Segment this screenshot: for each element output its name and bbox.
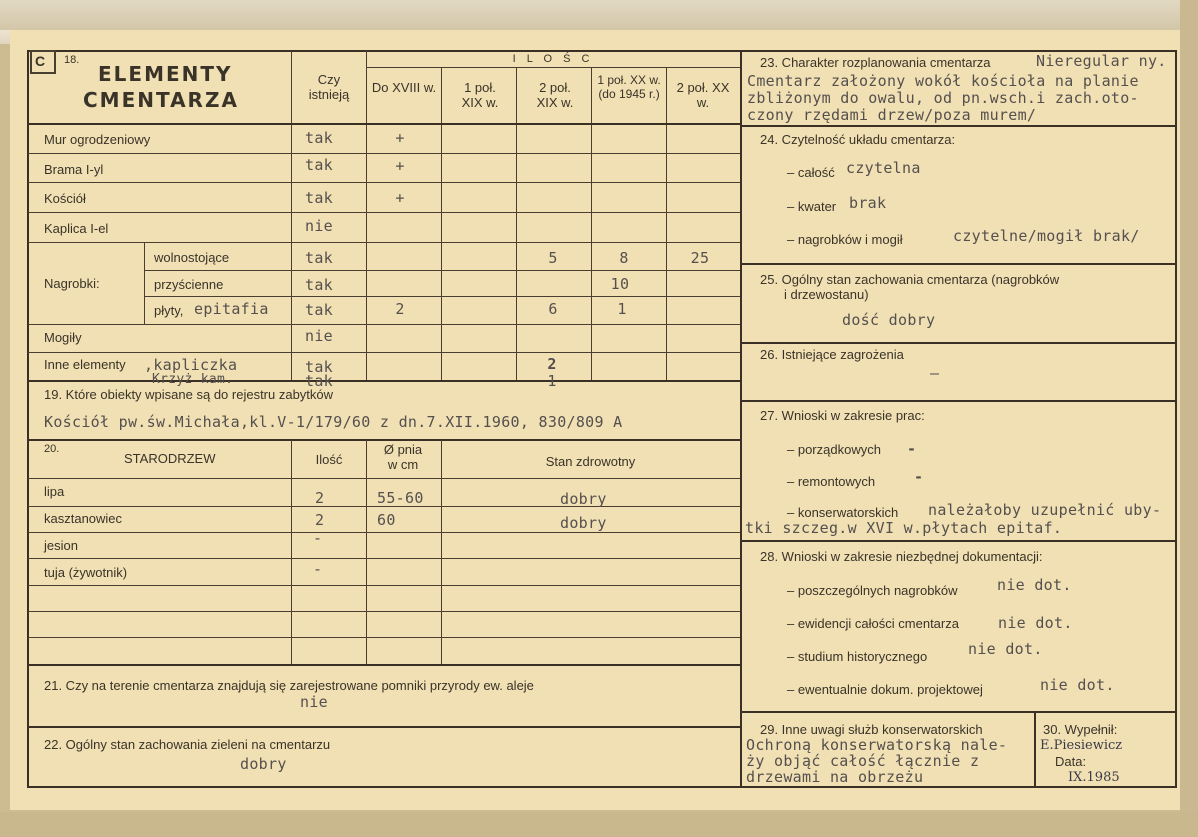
exists-kaplica: nie: [305, 217, 333, 235]
s28-item-label-ewidencji: – ewidencji całości cmentarza: [787, 616, 959, 631]
exists-mogily: nie: [305, 327, 333, 345]
val-przyscienne-1xx: 10: [610, 275, 630, 293]
exists-kosciol: tak: [305, 189, 333, 207]
s20-count-header: Ilość: [315, 452, 343, 467]
s28-label: 28. Wnioski w zakresie niezbędnej dokumentacji:: [760, 549, 1043, 564]
val-plyty-2xix: 6: [548, 300, 558, 318]
s22-label: 22. Ogólny stan zachowania zieleni na cmentarzu: [44, 737, 331, 752]
exists-inne: tak: [305, 358, 333, 376]
exists-przyscienne: tak: [305, 276, 333, 294]
row-label-inne: Inne elementy: [44, 357, 126, 372]
s24-item-value-kwater: brak: [849, 194, 887, 212]
s28-item-value-nagrobkow: nie dot.: [997, 576, 1072, 594]
s22-value: dobry: [240, 755, 287, 773]
row-label-kosciol: Kościół: [44, 191, 86, 206]
tree-diameter-kasztanowiec: 60: [377, 511, 396, 529]
title-line-2: CMENTARZA: [83, 88, 239, 112]
val-kosciol-xviii: +: [395, 189, 405, 207]
s27-item-label-porzadkowych: – porządkowych: [787, 442, 881, 457]
s23-label: 23. Charakter rozplanowania cmentarza: [760, 55, 991, 70]
period-header-1xix: 1 poł. XIX w.: [461, 80, 499, 110]
row-label-mogily: Mogiły: [44, 330, 82, 345]
top-paper-strip: [0, 0, 1198, 34]
s28-item-value-ewidencji: nie dot.: [998, 614, 1073, 632]
s28-item-value-projektowej: nie dot.: [1040, 676, 1115, 694]
s24-item-label-kwater: – kwater: [787, 199, 837, 214]
s25-label-1: 25. Ogólny stan zachowania cmentarza (nagrobków: [760, 272, 1060, 287]
s21-value: nie: [300, 693, 328, 711]
title-line-1: ELEMENTY: [98, 62, 233, 86]
extra-line-krzyz: Krzyż kam.: [152, 372, 234, 387]
row-label-przyscienne: przyścienne: [154, 277, 224, 292]
s23-value-line-2: zbliżonym do owalu, od pn.wsch.i zach.oto-: [747, 89, 1139, 107]
exists-wolnostojace: tak: [305, 249, 333, 267]
tree-name-lipa: lipa: [44, 484, 65, 499]
nagrobki-label: Nagrobki:: [44, 276, 100, 291]
extra-line-krzyz-exists: tak: [305, 372, 333, 390]
s20-title: STARODRZEW: [124, 451, 216, 466]
tree-count-jesion: -: [313, 529, 323, 547]
s30-date-label: Data:: [1055, 754, 1087, 769]
ilosc-header: I L O Ś C: [512, 53, 594, 65]
s29-label: 29. Inne uwagi służb konserwatorskich: [760, 722, 983, 737]
period-header-1xx: 1 poł. XX w. (do 1945 r.): [597, 73, 661, 101]
s24-item-value-calosc: czytelna: [846, 159, 921, 177]
s21-label: 21. Czy na terenie cmentarza znajdują się zarejestrowane pomniki przyrody ew. aleje: [44, 678, 534, 693]
val-plyty-1xx: 1: [617, 300, 627, 318]
section-letter: C: [35, 53, 46, 69]
val-plyty-xviii: 2: [395, 300, 405, 318]
s28-item-value-studium: nie dot.: [968, 640, 1043, 658]
s25-value: dość dobry: [842, 311, 936, 329]
s24-item-label-nagrobkow: – nagrobków i mogił: [787, 232, 903, 247]
val-wolnostojace-2xx: 25: [690, 249, 710, 267]
s27-item-value-remontowych: -: [914, 468, 924, 486]
s20-number: 20.: [44, 443, 60, 455]
row-label-mur: Mur ogrodzeniowy: [44, 132, 151, 147]
val-wolnostojace-1xx: 8: [619, 249, 629, 267]
period-header-xviii: Do XVIII w.: [371, 80, 437, 95]
s27-item-value-konserwatorskich: należałoby uzupełnić uby-: [928, 501, 1162, 519]
exists-mur: tak: [305, 129, 333, 147]
s24-label: 24. Czytelność układu cmentarza:: [760, 132, 956, 147]
s26-label: 26. Istniejące zagrożenia: [760, 347, 904, 362]
s23-value-inline: Nieregular ny.: [1036, 52, 1167, 70]
s19-value: Kościół pw.św.Michała,kl.V-1/179/60 z dn.7.XII.1960, 830/809 A: [44, 413, 623, 431]
s29-value-line-3: drzewami na obrzeżu: [746, 768, 924, 786]
tree-count-kasztanowiec: 2: [315, 511, 325, 529]
tree-state-lipa: dobry: [560, 490, 607, 508]
tree-name-jesion: jesion: [44, 538, 78, 553]
s24-item-label-calosc: – całość: [787, 165, 835, 180]
tree-count-lipa: 2: [315, 489, 325, 507]
s25-label-2: i drzewostanu): [784, 287, 869, 302]
row-label-kapliczka: ,kapliczka: [144, 356, 238, 374]
s30-label: 30. Wypełnił:: [1043, 722, 1118, 737]
s27-value-cont: tki szczeg.w XVI w.płytach epitaf.: [745, 519, 1063, 537]
s27-item-label-remontowych: – remontowych: [787, 474, 876, 489]
card-right-edge: [1180, 0, 1198, 837]
val-wolnostojace-2xix: 5: [548, 249, 558, 267]
s30-filled-by: E.Piesiewicz: [1040, 738, 1123, 753]
period-header-2xx: 2 poł. XX w.: [676, 80, 730, 110]
tree-name-tuja: tuja (żywotnik): [44, 565, 128, 580]
tree-count-tuja: -: [313, 560, 323, 578]
tree-name-kasztanowiec: kasztanowiec: [44, 511, 123, 526]
val-mur-xviii: +: [395, 129, 405, 147]
diameter-symbol-icon: Ø: [383, 442, 394, 457]
row-label-epitafia: epitafia: [194, 300, 269, 318]
s19-label: 19. Które obiekty wpisane są do rejestru zabytków: [44, 387, 334, 402]
s29-value-line-2: ży objąć całość łącznie z: [746, 752, 980, 770]
s28-item-label-nagrobkow: – poszczególnych nagrobków: [787, 583, 958, 598]
s20-state-header: Stan zdrowotny: [545, 454, 636, 469]
s28-item-label-studium: – studium historycznego: [787, 649, 928, 664]
section-18-number: 18.: [64, 54, 80, 66]
s27-item-label-konserwatorskich: – konserwatorskich: [787, 505, 899, 520]
s23-value-line-3: czony rzędami drzew/poza murem/: [747, 106, 1037, 124]
s27-label: 27. Wnioski w zakresie prac:: [760, 408, 925, 423]
s26-value: –: [930, 364, 940, 382]
val-inne-2xix: 2: [547, 355, 557, 373]
s20-diameter-header: Ø pnia w cm: [383, 442, 423, 472]
card-bottom-edge: [0, 812, 1198, 837]
tree-state-kasztanowiec: dobry: [560, 514, 607, 532]
s28-item-label-projektowej: – ewentualnie dokum. projektowej: [787, 682, 983, 697]
s30-date: IX.1985: [1068, 770, 1120, 785]
extra-line-krzyz-val: 1: [547, 372, 557, 390]
val-brama-xviii: +: [395, 157, 405, 175]
period-header-2xix: 2 poł. XIX w.: [536, 80, 574, 110]
s29-value-line-1: Ochroną konserwatorską nale-: [746, 736, 1008, 754]
exists-plyty: tak: [305, 301, 333, 319]
row-label-wolnostojace: wolnostojące: [154, 250, 230, 265]
s27-item-value-porzadkowych: -: [907, 440, 917, 458]
row-label-brama: Brama I-yl: [44, 162, 104, 177]
row-label-kaplica: Kaplica I-el: [44, 221, 109, 236]
col-exists-header: Czy istnieją: [308, 72, 350, 102]
s24-item-value-nagrobkow: czytelne/mogił brak/: [953, 227, 1140, 245]
exists-brama: tak: [305, 156, 333, 174]
tree-diameter-lipa: 55-60: [377, 489, 424, 507]
s23-value-line-1: Cmentarz założony wokół kościoła na planie: [747, 72, 1139, 90]
row-label-plyty: płyty,: [154, 303, 184, 318]
